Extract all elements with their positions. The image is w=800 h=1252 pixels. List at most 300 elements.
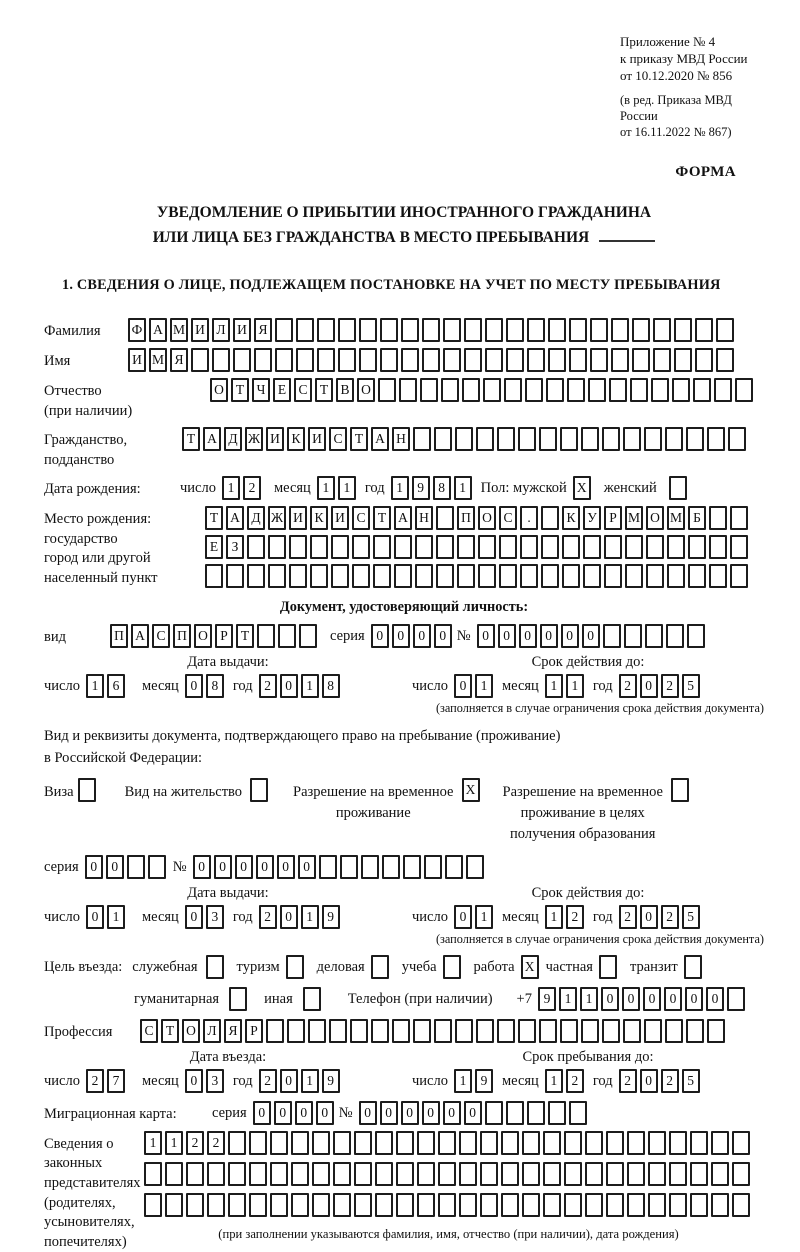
char-box [476, 427, 494, 451]
char-box [625, 535, 643, 559]
char-box [331, 535, 349, 559]
char-box [127, 855, 145, 879]
char-box [674, 348, 692, 372]
char-box [250, 778, 268, 802]
char-box [291, 1131, 309, 1155]
char-box: 0 [582, 624, 600, 648]
char-box [560, 1019, 578, 1043]
char-box: 0 [316, 1101, 334, 1125]
char-box: 0 [443, 1101, 461, 1125]
appendix-line: (в ред. Приказа МВД России [620, 92, 732, 123]
char-box [333, 1131, 351, 1155]
char-box: С [140, 1019, 158, 1043]
char-box [247, 535, 265, 559]
char-box [478, 535, 496, 559]
char-box [228, 1131, 246, 1155]
char-box: З [226, 535, 244, 559]
char-box [522, 1193, 540, 1217]
char-box: 0 [498, 624, 516, 648]
expiry-note: (заполняется в случае ограничения срока действия документа) [435, 701, 764, 716]
char-box: Л [203, 1019, 221, 1043]
char-box [148, 855, 166, 879]
char-box: Т [236, 624, 254, 648]
issue-date-title: Дата выдачи: [187, 884, 269, 901]
char-box: 0 [359, 1101, 377, 1125]
rvp-option [293, 778, 482, 824]
char-box: Т [231, 378, 249, 402]
char-box: М [667, 506, 685, 530]
month-label: месяц [141, 908, 179, 925]
char-box [373, 564, 391, 588]
char-box: А [203, 427, 221, 451]
char-box [651, 378, 669, 402]
char-box [396, 1193, 414, 1217]
char-box [732, 1162, 750, 1186]
char-box [359, 348, 377, 372]
phone-label: Телефон (при наличии) [347, 990, 493, 1007]
char-box: Б [688, 506, 706, 530]
char-box: 2 [207, 1131, 225, 1155]
char-box [604, 535, 622, 559]
year-label: год [592, 908, 613, 925]
char-box [249, 1193, 267, 1217]
char-box: Е [205, 535, 223, 559]
char-box [415, 535, 433, 559]
char-box [569, 318, 587, 342]
char-box [186, 1162, 204, 1186]
char-box [707, 427, 725, 451]
year-label: год [232, 1072, 253, 1089]
char-box [527, 348, 545, 372]
entry-dates [44, 1049, 764, 1093]
char-box [480, 1162, 498, 1186]
char-box: 1 [165, 1131, 183, 1155]
char-box [417, 1131, 435, 1155]
profession-label: Профессия [44, 1023, 113, 1040]
char-box: 2 [661, 674, 679, 698]
char-box [590, 348, 608, 372]
char-box: 1 [301, 905, 319, 929]
char-box: 1 [301, 1069, 319, 1093]
char-box: Т [205, 506, 223, 530]
char-box [485, 348, 503, 372]
char-box: О [182, 1019, 200, 1043]
char-box [687, 624, 705, 648]
char-box [632, 318, 650, 342]
month-label: месяц [501, 908, 539, 925]
purpose-opt-label: туризм [236, 958, 280, 975]
char-box [434, 427, 452, 451]
resdoc-number-boxes [193, 855, 487, 879]
month-label: месяц [141, 678, 179, 695]
char-box: 9 [322, 905, 340, 929]
residence-doc-intro: Вид и реквизиты документа, подтверждающего право на пребывание (проживание) в Российской Федерации: [44, 728, 561, 767]
char-box: 0 [280, 905, 298, 929]
char-box: И [233, 318, 251, 342]
char-box: С [152, 624, 170, 648]
char-box [361, 855, 379, 879]
char-box: 6 [107, 674, 125, 698]
char-box [499, 535, 517, 559]
birthdate-row [44, 476, 764, 500]
purpose-private-checkbox [599, 955, 620, 979]
char-box: М [149, 348, 167, 372]
char-box: И [266, 427, 284, 451]
char-box [380, 348, 398, 372]
char-box: Р [215, 624, 233, 648]
char-box [257, 624, 275, 648]
char-box [371, 955, 389, 979]
char-box [485, 318, 503, 342]
char-box: М [170, 318, 188, 342]
char-box [436, 506, 454, 530]
char-box [693, 378, 711, 402]
month-label: месяц [501, 1072, 539, 1089]
stay-year-boxes [619, 1069, 703, 1093]
char-box [688, 535, 706, 559]
year-label: год [364, 480, 385, 497]
char-box [627, 1193, 645, 1217]
char-box [455, 427, 473, 451]
char-box [417, 1162, 435, 1186]
char-box [459, 1162, 477, 1186]
char-box: . [520, 506, 538, 530]
char-box [665, 1019, 683, 1043]
char-box [212, 348, 230, 372]
char-box [709, 535, 727, 559]
char-box: 8 [206, 674, 224, 698]
appendix-line: к приказу МВД России [620, 50, 748, 66]
char-box [340, 855, 358, 879]
char-box [627, 1131, 645, 1155]
resdoc-expiry-day-boxes [454, 905, 496, 929]
char-box [317, 348, 335, 372]
char-box: 0 [519, 624, 537, 648]
purpose-opt-label: иная [264, 990, 293, 1007]
char-box [350, 1019, 368, 1043]
char-box: 0 [640, 905, 658, 929]
char-box: 2 [259, 674, 277, 698]
char-box [415, 564, 433, 588]
char-box: 1 [107, 905, 125, 929]
char-box [443, 955, 461, 979]
purpose-opt-label: работа [473, 958, 515, 975]
id-issue-day-boxes [86, 674, 128, 698]
char-box [667, 535, 685, 559]
residence-doc-dates [44, 885, 764, 947]
rvp-education-checkbox [671, 778, 692, 802]
char-box [436, 564, 454, 588]
resdoc-expiry-year-boxes [619, 905, 703, 929]
appendix-header [620, 34, 764, 140]
birth-day-boxes [222, 476, 264, 500]
char-box [228, 1162, 246, 1186]
char-box [709, 506, 727, 530]
rvp-checkbox [462, 778, 483, 802]
char-box [711, 1193, 729, 1217]
char-box [543, 1162, 561, 1186]
char-box [457, 564, 475, 588]
char-box: Я [254, 318, 272, 342]
char-box [78, 778, 96, 802]
char-box: О [210, 378, 228, 402]
char-box: 0 [85, 855, 103, 879]
char-box [581, 1019, 599, 1043]
year-label: год [232, 908, 253, 925]
char-box [562, 564, 580, 588]
profession-boxes [140, 1019, 728, 1043]
firstname-label: Имя [44, 353, 71, 370]
rvp-label: Разрешение на временное проживание [293, 783, 454, 821]
char-box [672, 378, 690, 402]
char-box: 0 [454, 674, 472, 698]
char-box [457, 535, 475, 559]
char-box [730, 535, 748, 559]
char-box [644, 427, 662, 451]
char-box [329, 1019, 347, 1043]
char-box [443, 318, 461, 342]
birthplace-label: Место рождения: государство город или другой населенный пункт [44, 511, 158, 586]
char-box [623, 427, 641, 451]
char-box: Н [392, 427, 410, 451]
entry-year-boxes [259, 1069, 343, 1093]
char-box [459, 1131, 477, 1155]
char-box: П [110, 624, 128, 648]
char-box: 0 [664, 987, 682, 1011]
char-box: 1 [475, 905, 493, 929]
char-box [707, 1019, 725, 1043]
char-box [226, 564, 244, 588]
month-label: месяц [141, 1072, 179, 1089]
char-box [606, 1131, 624, 1155]
residence-permit-option [125, 778, 271, 803]
char-box [730, 564, 748, 588]
month-label: месяц [273, 480, 311, 497]
identity-doc-heading: Документ, удостоверяющий личность: [279, 599, 529, 616]
char-box [567, 378, 585, 402]
char-box [690, 1131, 708, 1155]
char-box [583, 535, 601, 559]
char-box [445, 855, 463, 879]
residence-permit-label: Вид на жительство [124, 783, 243, 800]
representatives-note: (при заполнении указываются фамилия, имя, отчество (при наличии), дата рождения) [218, 1226, 679, 1241]
char-box [354, 1193, 372, 1217]
char-box [648, 1193, 666, 1217]
char-box [464, 348, 482, 372]
char-box [413, 427, 431, 451]
char-box: 7 [107, 1069, 125, 1093]
char-box: 1 [301, 674, 319, 698]
purpose-tourism-checkbox [286, 955, 307, 979]
char-box [732, 1131, 750, 1155]
char-box [669, 1131, 687, 1155]
migration-card-row [44, 1101, 764, 1125]
char-box [296, 318, 314, 342]
char-box [669, 1193, 687, 1217]
char-box [543, 1193, 561, 1217]
char-box: X [573, 476, 591, 500]
visa-label: Виза [44, 783, 74, 800]
char-box: М [625, 506, 643, 530]
char-box: 1 [545, 674, 563, 698]
char-box: 0 [214, 855, 232, 879]
char-box: 1 [559, 987, 577, 1011]
char-box [646, 535, 664, 559]
surname-label: Фамилия [44, 323, 101, 340]
char-box: Ф [128, 318, 146, 342]
char-box: 2 [86, 1069, 104, 1093]
char-box [317, 318, 335, 342]
char-box [480, 1131, 498, 1155]
char-box [497, 1019, 515, 1043]
char-box [312, 1193, 330, 1217]
char-box [560, 427, 578, 451]
char-box [165, 1193, 183, 1217]
char-box: Т [182, 427, 200, 451]
char-box: 3 [206, 1069, 224, 1093]
char-box [352, 535, 370, 559]
char-box [312, 1131, 330, 1155]
char-box: 0 [277, 855, 295, 879]
char-box [606, 1193, 624, 1217]
char-box [441, 378, 459, 402]
day-label: число [44, 1072, 80, 1089]
char-box [480, 1193, 498, 1217]
char-box: 9 [538, 987, 556, 1011]
purpose-opt-label: деловая [316, 958, 365, 975]
char-box: 0 [685, 987, 703, 1011]
char-box: 2 [619, 905, 637, 929]
char-box [543, 1131, 561, 1155]
char-box [422, 348, 440, 372]
char-box: 0 [640, 1069, 658, 1093]
char-box [268, 535, 286, 559]
form-title [44, 201, 764, 251]
resdoc-series-boxes [85, 855, 169, 879]
visa-checkbox [78, 778, 99, 802]
year-label: год [592, 678, 613, 695]
char-box [375, 1131, 393, 1155]
patronymic-boxes [210, 378, 756, 402]
char-box [603, 624, 621, 648]
char-box [352, 564, 370, 588]
char-box [375, 1193, 393, 1217]
firstname-row [44, 348, 764, 372]
char-box [520, 535, 538, 559]
representatives-boxes-row1 [144, 1131, 753, 1155]
appendix-line: от 10.12.2020 № 856 [620, 67, 733, 83]
char-box [520, 564, 538, 588]
issue-date-title: Дата выдачи: [187, 654, 269, 671]
char-box [289, 564, 307, 588]
char-box [522, 1162, 540, 1186]
char-box: 0 [392, 624, 410, 648]
char-box [382, 855, 400, 879]
firstname-boxes [128, 348, 737, 372]
char-box [394, 564, 412, 588]
char-box [562, 535, 580, 559]
char-box [375, 1162, 393, 1186]
char-box: Р [245, 1019, 263, 1043]
char-box [583, 564, 601, 588]
char-box: 5 [682, 1069, 700, 1093]
entry-day-boxes [86, 1069, 128, 1093]
char-box: О [194, 624, 212, 648]
char-box [422, 318, 440, 342]
char-box [690, 1162, 708, 1186]
char-box [333, 1193, 351, 1217]
birthplace-boxes-row3 [205, 564, 751, 588]
char-box [310, 535, 328, 559]
char-box: 2 [259, 905, 277, 929]
char-box [254, 348, 272, 372]
stay-until-title: Срок пребывания до: [522, 1048, 654, 1065]
char-box [396, 1131, 414, 1155]
id-expiry-month-boxes [545, 674, 587, 698]
char-box: А [394, 506, 412, 530]
char-box [394, 535, 412, 559]
birthdate-label: Дата рождения: [44, 481, 141, 498]
char-box [191, 348, 209, 372]
purpose-humanitarian-checkbox [229, 987, 250, 1011]
doc-number-boxes [477, 624, 708, 648]
char-box [569, 1101, 587, 1125]
char-box [501, 1193, 519, 1217]
char-box [291, 1193, 309, 1217]
char-box: 9 [322, 1069, 340, 1093]
char-box [667, 564, 685, 588]
phone-boxes [538, 987, 748, 1011]
char-box: 0 [643, 987, 661, 1011]
char-box [249, 1131, 267, 1155]
char-box [690, 1193, 708, 1217]
id-issue-month-boxes [185, 674, 227, 698]
char-box: Я [170, 348, 188, 372]
purpose-transit-checkbox [684, 955, 705, 979]
representatives-row [44, 1131, 764, 1252]
char-box [501, 1162, 519, 1186]
char-box [417, 1193, 435, 1217]
purpose-other-checkbox [303, 987, 324, 1011]
char-box: 0 [253, 1101, 271, 1125]
purpose-row-2 [134, 987, 764, 1011]
char-box [716, 318, 734, 342]
char-box [354, 1131, 372, 1155]
char-box [413, 1019, 431, 1043]
char-box: 0 [185, 905, 203, 929]
birthplace-boxes-row2 [205, 535, 751, 559]
migration-number-boxes [359, 1101, 590, 1125]
sex-female-checkbox [669, 476, 690, 500]
char-box [646, 564, 664, 588]
char-box [438, 1162, 456, 1186]
char-box [401, 348, 419, 372]
char-box: 2 [566, 905, 584, 929]
char-box [303, 987, 321, 1011]
char-box [205, 564, 223, 588]
birth-year-boxes [391, 476, 475, 500]
purpose-work-checkbox [521, 955, 542, 979]
char-box: 2 [243, 476, 261, 500]
char-box [653, 318, 671, 342]
entry-month-boxes [185, 1069, 227, 1093]
char-box: 1 [545, 1069, 563, 1093]
char-box [581, 427, 599, 451]
char-box [624, 624, 642, 648]
stay-month-boxes [545, 1069, 587, 1093]
expiry-date-title: Срок действия до: [531, 654, 645, 671]
char-box [443, 348, 461, 372]
